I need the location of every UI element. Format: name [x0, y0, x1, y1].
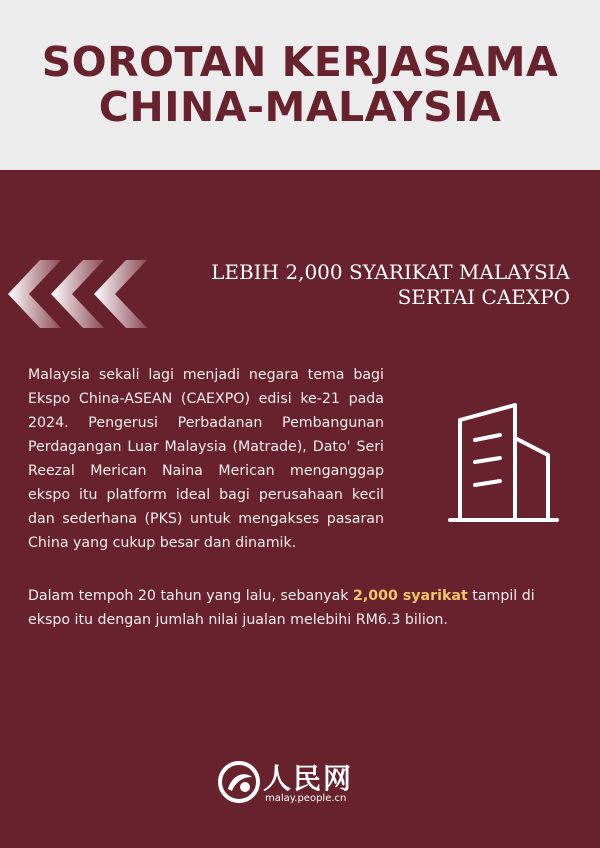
section-heading: [150, 260, 570, 310]
body-paragraph-1: Malaysia sekali lagi menjadi negara tema bagi Ekspo China-ASEAN (CAEXPO) edisi ke-21 pada 2024. Pengerusi Perbadanan Pembangunan Perdagangan Luar Malaysia (Matrade), Dato' Seri Reezal Merican Naina Merican menganggap ekspo itu platform ideal bagi perusahaan kecil dan sederhana (PKS) untuk mengakses pasaran China yang cukup besar dan dinamik.: [28, 367, 384, 551]
logo-mark-icon: [218, 761, 260, 807]
body-paragraph-2: [28, 584, 568, 632]
logo-url-text: malay.people.cn: [265, 793, 347, 804]
highlight-company-count: 2,000 syarikat: [353, 588, 468, 604]
paragraph-2-text-start: Dalam tempoh 20 tahun yang lalu, sebanyak: [28, 588, 354, 604]
page-title: [0, 40, 600, 130]
section-heading-line-1: LEBIH 2,000 SYARIKAT MALAYSIA: [211, 260, 570, 284]
paragraph-2-text-end: tampil di ekspo itu dengan jumlah nilai jualan melebihi RM6.3 bilion.: [28, 588, 535, 628]
header-banner: [0, 0, 600, 170]
title-line-2: CHINA-MALAYSIA: [98, 83, 502, 131]
triple-chevron-left-icon: [6, 258, 156, 334]
section-heading-line-2: SERTAI CAEXPO: [397, 285, 570, 309]
logo-chinese-text: 人民网: [263, 762, 354, 795]
people-cn-logo: [215, 755, 385, 815]
office-building-icon: [445, 400, 565, 529]
title-line-1: SOROTAN KERJASAMA: [41, 38, 559, 86]
